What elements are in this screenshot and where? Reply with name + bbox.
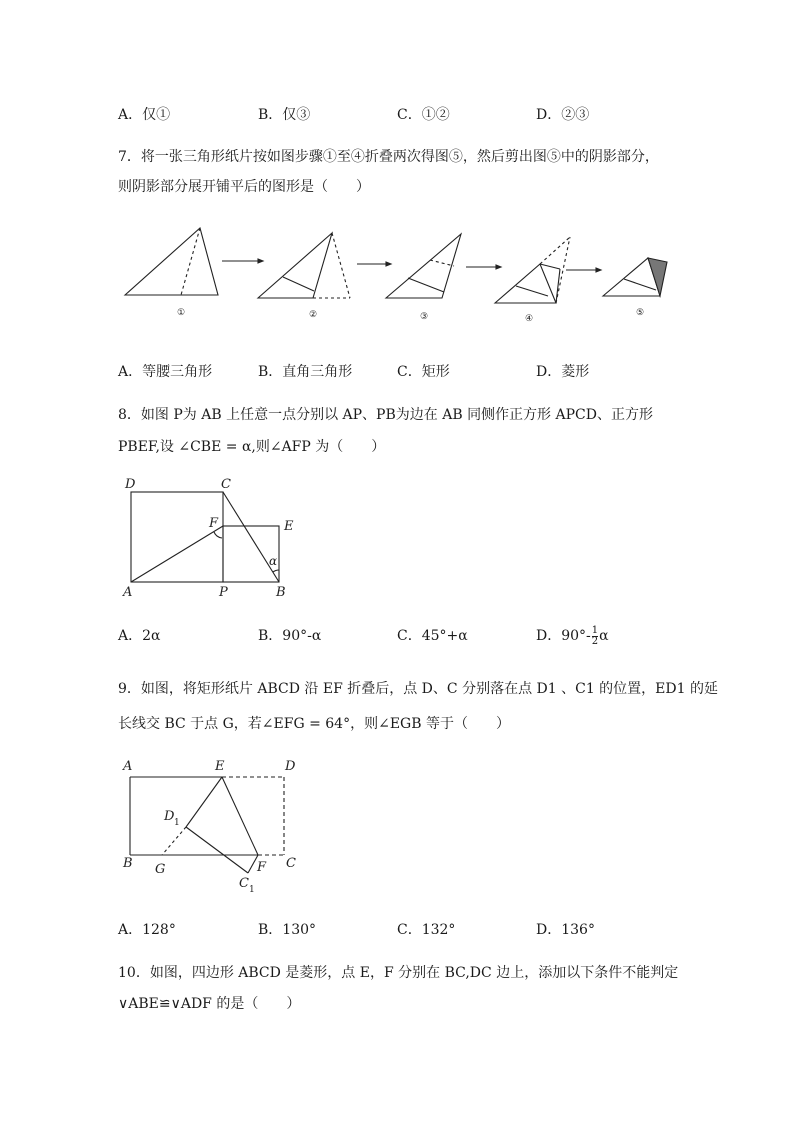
q9-stem-line1: 9．如图，将矩形纸片 ABCD 沿 EF 折叠后，点 D、C 分别落在点 D1 、C1 的位置，ED1 的延 — [118, 681, 718, 697]
q9-label-d1-sub: 1 — [174, 818, 180, 828]
q8-label-d: D — [125, 477, 136, 492]
q7-step5-shaded-part — [648, 258, 667, 296]
q7-step-label-3: ③ — [419, 312, 429, 322]
q8-fraction-denominator: 2 — [591, 635, 599, 647]
q8-label-c: C — [221, 477, 231, 492]
q8-option-d — [536, 625, 609, 647]
q7-step-label-1: ① — [176, 308, 186, 318]
q6-option-b: B．仅③ — [258, 107, 311, 123]
q10-stem-line1: 10．如图，四边形 ABCD 是菱形，点 E，F 分别在 BC,DC 边上，添加以下条件不能判定 — [118, 965, 679, 981]
q9-label-c1: C — [239, 876, 249, 891]
q8-label-e: E — [284, 519, 294, 534]
q6-option-d: D．②③ — [536, 107, 590, 123]
q9-option-b: B．130° — [258, 922, 317, 938]
q7-step3-triangle — [386, 234, 461, 298]
q8-square-figure — [118, 472, 318, 602]
q7-step-label-2: ② — [308, 310, 318, 320]
q7-step1-fold-line — [181, 228, 200, 295]
q7-step-label-5: ⑤ — [635, 308, 645, 318]
q9-label-a: A — [123, 759, 133, 774]
q9-label-d: D — [285, 759, 296, 774]
q9-fold-figure — [118, 755, 318, 895]
q9-label-g: G — [155, 862, 166, 877]
q8-option-b: B．90°-α — [258, 628, 322, 644]
q8-label-b: B — [276, 585, 286, 600]
q8-label-a: A — [123, 585, 133, 600]
q8-label-alpha: α — [269, 554, 278, 568]
q7-step4-triangle — [495, 264, 556, 303]
q7-option-d: D．菱形 — [536, 364, 590, 380]
q6-option-a: A．仅① — [118, 107, 171, 123]
q8-option-c: C．45°+α — [397, 628, 468, 644]
q9-option-a: A．128° — [118, 922, 176, 938]
q7-folding-figure — [118, 222, 678, 332]
q8-fraction-numerator: 1 — [591, 624, 599, 636]
q7-step-label-4: ④ — [524, 314, 534, 324]
q8-label-p: P — [219, 585, 228, 600]
q8-stem-line1: 8．如图 P为 AB 上任意一点分别以 AP、PB为边在 AB 同侧作正方形 APCD、正方形 — [118, 407, 653, 423]
q7-stem-line2: 则阴影部分展开铺平后的图形是（ ） — [118, 179, 370, 195]
q7-step2-triangle — [258, 233, 332, 298]
q10-stem-line2: ∨ABE≌∨ADF 的是（ ） — [118, 996, 301, 1012]
q8-option-d-tail: α — [599, 628, 609, 644]
q8-option-a: A．2α — [118, 628, 161, 644]
q9-label-f: F — [257, 860, 267, 875]
q8-label-f: F — [209, 516, 219, 531]
q6-option-c: C．①② — [397, 107, 450, 123]
q9-label-c1-sub: 1 — [249, 885, 255, 895]
q8-option-d-fraction — [592, 626, 598, 647]
q7-step1-triangle — [125, 228, 218, 295]
q9-stem-line2: 长线交 BC 于点 G，若∠EFG = 64°，则∠EGB 等于（ ） — [118, 716, 510, 732]
q9-option-d: D．136° — [536, 922, 595, 938]
q9-label-e: E — [215, 759, 225, 774]
q9-label-c: C — [286, 856, 296, 871]
q8-stem-line2: PBEF,设 ∠CBE = α,则∠AFP 为（ ） — [118, 439, 386, 455]
q8-option-d-prefix: D．90°- — [536, 628, 591, 644]
q7-option-c: C．矩形 — [397, 364, 450, 380]
q9-option-c: C．132° — [397, 922, 456, 938]
q9-label-d1: D — [164, 809, 175, 824]
q7-option-b: B．直角三角形 — [258, 364, 353, 380]
q9-label-b: B — [123, 856, 133, 871]
q7-stem-line1: 7．将一张三角形纸片按如图步骤①至④折叠两次得图⑤，然后剪出图⑤中的阴影部分， — [118, 149, 659, 165]
q7-option-a: A．等腰三角形 — [118, 364, 213, 380]
